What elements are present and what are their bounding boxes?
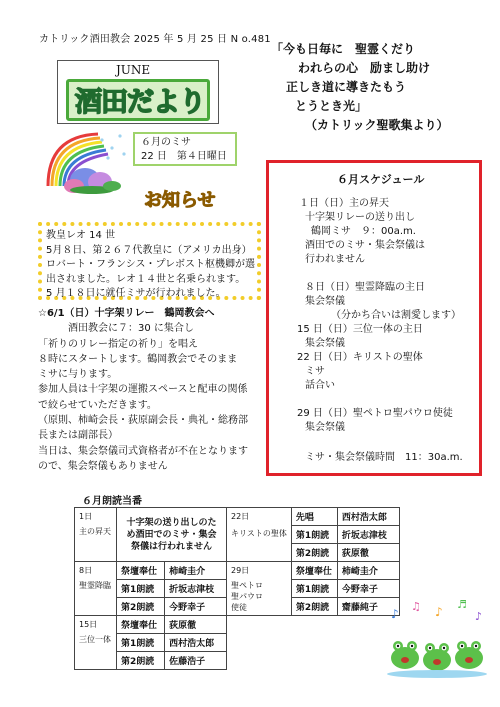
notice-line: 5月８日、第２６７代教皇に（アメリカ出身） [46,244,252,256]
role-cell: 祭壇奉仕 [291,562,337,580]
role-cell: 第2朗読 [117,652,165,670]
no-mass-note: 十字架の送り出しのため酒田でのミサ・集会祭儀は行われません [117,508,227,562]
reading-duty-title: ６月朗読当番 [82,496,142,507]
role-cell: 第2朗読 [291,598,337,616]
newsletter-header: カトリック酒田教会 2025 年 5 月 25 日 N o.481 [39,34,271,45]
quote-source: （カトリック聖歌集より） [305,118,449,132]
announcements-heading: お知らせ [144,190,216,211]
mass-box-date: 22 日 第４日曜日 [141,151,227,162]
week-cell: 22日 キリストの聖体 [227,508,292,562]
body-line: 参加人員は十字架の運搬スペースと配車の関係 [38,384,248,396]
banner-month: JUNE [116,63,151,77]
body-line: ミサに与ります。 [38,369,118,381]
schedule-line: 鶴岡ミサ ９：00a.m. [311,226,416,237]
role-cell: 第2朗読 [117,598,165,616]
singing-frogs-illustration [383,600,491,680]
reader-cell: 荻原徹 [165,616,227,634]
body-line: ８時にスタートします。鶴岡教会でそのまま [38,353,238,365]
monthly-mass-box [133,132,237,166]
reader-cell: 折坂志津枝 [165,580,227,598]
svg-text:♬: ♬ [457,600,467,611]
role-cell: 第1朗読 [291,526,337,544]
body-line: 長または副部長） [38,430,118,442]
banner-title: 酒田だより [75,87,205,118]
quote-line: 正しき道に導きたもう [286,80,407,94]
svg-text:♪: ♪ [391,607,399,621]
schedule-line: ミサ・集会祭儀時間 11：30a.m. [305,452,463,463]
schedule-line: ８日（日）聖霊降臨の主日 [305,282,425,293]
title-banner [57,60,219,124]
notice-line: 教皇レオ 14 世 [46,230,116,241]
role-cell: 第1朗読 [291,580,337,598]
reader-cell: 柿崎圭介 [165,562,227,580]
reader-cell: 佐藤浩子 [165,652,227,670]
schedule-line: 集会祭儀 [305,422,345,433]
notice-line: ロバート・フランシス・プレボスト枢機卿が選 [46,259,256,270]
notice-line: 出されました。レオ１４世と名乗られます。 [46,273,246,285]
pope-notice-box [38,222,261,300]
schedule-line: 集会祭儀 [305,338,345,349]
schedule-line: 15 日（日）三位一体の主日 [297,324,423,335]
schedule-line: 22 日（日）キリストの聖体 [297,352,423,363]
body-line: ので、集会祭儀もありません [38,460,168,472]
schedule-title: ６月スケジュール [337,173,425,186]
mass-box-title: ６月のミサ [141,137,191,148]
notice-line: 5 月１８日に就任ミサが行われました。 [46,288,226,299]
body-line: 「祈りのリレー指定の祈り」を唱え [38,338,198,350]
role-cell: 第1朗読 [117,580,165,598]
reader-cell: 折坂志津枝 [337,526,399,544]
svg-text:♪: ♪ [435,605,443,619]
june-schedule-box [266,160,482,476]
quote-line: とうとき光」 [295,99,368,113]
hymn-quote [271,40,449,135]
reader-cell: 齋藤純子 [337,598,399,616]
role-cell: 先唱 [291,508,337,526]
body-line: 当日は、集会祭儀司式資格者が不在となります [38,445,248,457]
role-cell: 祭壇奉仕 [117,616,165,634]
role-cell: 祭壇奉仕 [117,562,165,580]
week-cell: 29日 聖ペトロ聖パウロ使徒 [227,562,292,616]
reader-cell: 西村浩太郎 [337,508,399,526]
schedule-line: 集会祭儀 [305,296,345,307]
role-cell: 第2朗読 [291,544,337,562]
week-cell: 1日 主の昇天 [75,508,117,562]
role-cell: 第1朗読 [117,634,165,652]
reader-cell: 柿崎圭介 [337,562,399,580]
schedule-line: １日（日）主の昇天 [299,198,389,209]
reading-duty-table [74,507,400,670]
reader-cell: 西村浩太郎 [165,634,227,652]
week-cell: 8日 聖霊降臨 [75,562,117,616]
body-line: で絞らせていただきます。 [38,399,157,411]
notice-heading: ☆6/1（日）十字架リレー 鶴岡教会へ [38,308,215,319]
body-line: 酒田教会に７：30 に集合し [68,323,194,335]
quote-line: われらの心 励まし助け [298,61,431,75]
reader-cell: 今野幸子 [165,598,227,616]
cross-relay-notice [38,306,278,474]
schedule-line: 話合い [305,380,335,391]
quote-line: 「今も日毎に 聖霊くだり [271,42,416,56]
svg-text:♫: ♫ [411,600,421,613]
week-cell: 15日 三位一体 [75,616,117,670]
schedule-line: ミサ [305,366,325,377]
schedule-line: 十字架リレーの送り出し [305,212,415,223]
schedule-line: 行われません [305,254,365,265]
reader-cell: 荻原徹 [337,544,399,562]
schedule-line: 酒田でのミサ・集会祭儀は [305,240,425,251]
schedule-line: （分かち合いは割愛します） [331,310,461,321]
svg-text:♪: ♪ [475,610,483,623]
body-line: （原則、柿崎会長・荻原副会長・典礼・総務部 [38,415,248,427]
schedule-line: 29 日（日）聖ペトロ聖パウロ使徒 [297,408,453,419]
reader-cell: 今野幸子 [337,580,399,598]
hydrangea-rainbow-illustration [40,128,130,194]
